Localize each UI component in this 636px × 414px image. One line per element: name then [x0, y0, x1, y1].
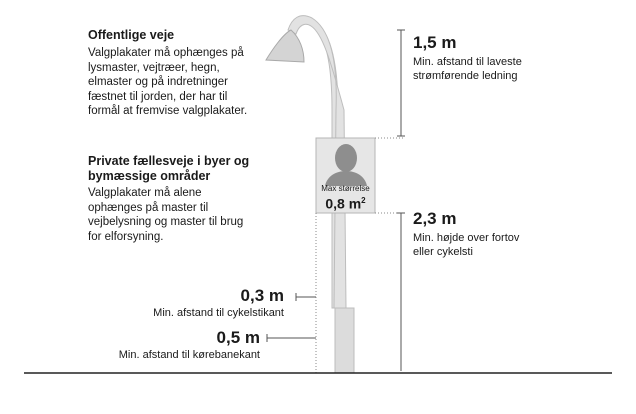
- section-line: formål at fremvise valgplakater.: [88, 105, 248, 117]
- desc-line: eller cykelsti: [413, 246, 473, 258]
- poster-label: [316, 184, 375, 212]
- measurement-desc: [413, 231, 613, 259]
- measurement-value: 0,5 m: [216, 328, 260, 347]
- poster-size-exponent: 2: [361, 196, 366, 205]
- measurement-road-distance: [60, 328, 260, 362]
- section-line: elmaster og på indretninger: [88, 76, 228, 88]
- section-line: lysmaster, vejtræer, hegn,: [88, 61, 220, 74]
- measurement-value: 2,3 m: [413, 209, 457, 228]
- measurement-top-clearance: [413, 33, 613, 83]
- section-line: ophænges på master til: [88, 201, 209, 214]
- measurement-value: 1,5 m: [413, 33, 457, 52]
- section-private-roads: [88, 154, 288, 244]
- section-heading: [88, 154, 288, 184]
- section-public-roads: [88, 28, 288, 119]
- section-line: Valgplakater må alene: [88, 187, 202, 199]
- section-line: vejbelysning og master til brug: [88, 216, 244, 228]
- measurement-value: 0,3 m: [240, 286, 284, 305]
- section-line: fæstnet til jorden, der har til: [88, 90, 228, 103]
- measurement-desc: Min. afstand til kørebanekant: [118, 349, 260, 361]
- section-line: Valgplakater må ophænges på: [88, 47, 244, 59]
- section-heading: Offentlige veje: [88, 28, 175, 42]
- desc-line: Min. højde over fortov: [413, 232, 520, 244]
- measurement-bike-distance: [84, 286, 284, 320]
- measurement-desc: [413, 55, 613, 83]
- pole-base: [335, 308, 354, 373]
- section-body: [88, 186, 288, 244]
- desc-line: strømførende ledning: [413, 70, 518, 82]
- poster-caption: Max størrelse: [321, 184, 370, 193]
- measurement-desc: Min. afstand til cykelstikant: [153, 307, 284, 319]
- section-line: for elforsyning.: [88, 230, 164, 243]
- desc-line: Min. afstand til laveste: [413, 56, 522, 68]
- heading-line: Private fællesveje i byer og: [88, 154, 250, 168]
- measurement-min-height: [413, 209, 613, 259]
- poster-size: [316, 193, 375, 212]
- heading-line: bymæssige områder: [88, 169, 211, 183]
- section-body: [88, 46, 288, 119]
- poster-size-value: 0,8 m: [325, 195, 362, 212]
